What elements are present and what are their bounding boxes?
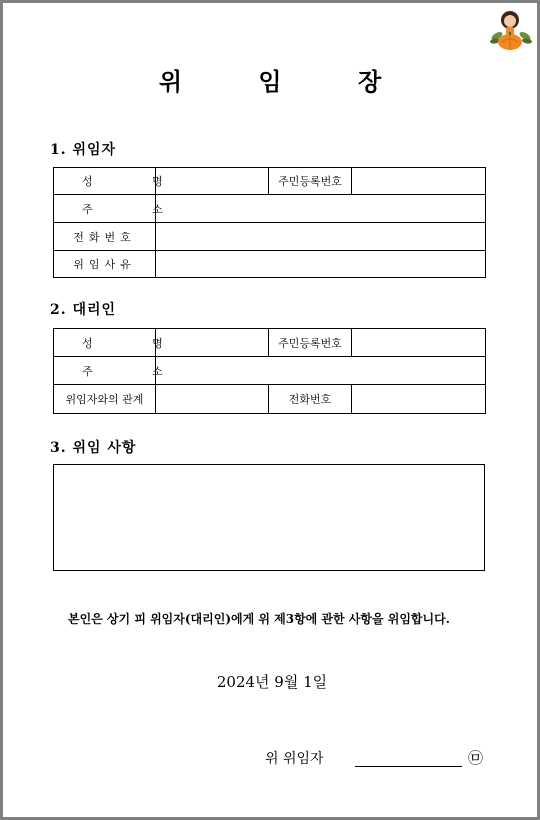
delegator-name-label: 성 명 (54, 168, 156, 195)
section-heading-delegator: 1. 위임자 (50, 142, 117, 158)
agent-table (53, 328, 486, 414)
document-title: 위 임 장 (158, 67, 416, 96)
delegator-reason-field[interactable] (156, 251, 486, 278)
delegator-address-label: 주 소 (54, 195, 156, 223)
seal-mark: ㉤ (468, 749, 484, 767)
agent-phone-label: 전화번호 (269, 385, 352, 414)
agent-address-field[interactable] (156, 357, 486, 385)
agent-address-label: 주 소 (54, 357, 156, 385)
agent-id-field[interactable] (352, 329, 486, 357)
agent-relation-label: 위임자와의 관계 (54, 385, 156, 414)
delegator-phone-field[interactable] (156, 223, 486, 251)
delegator-table (53, 167, 486, 278)
section-heading-delegated-matters: 3. 위임 사항 (50, 440, 137, 456)
agent-phone-field[interactable] (352, 385, 486, 414)
document-date: 2024년 9월 1일 (216, 673, 328, 691)
delegation-statement: 본인은 상기 피 위임자(대리인)에게 위 제3항에 관한 사항을 위임합니다. (68, 612, 450, 626)
delegated-matters-field[interactable] (53, 464, 485, 571)
signature-line[interactable] (355, 766, 462, 767)
delegator-reason-label: 위임사유 (54, 251, 156, 278)
agent-name-label: 성 명 (54, 329, 156, 357)
agent-id-label: 주민등록번호 (269, 329, 352, 357)
section-heading-agent: 2. 대리인 (50, 302, 117, 318)
delegator-id-field[interactable] (352, 168, 486, 195)
delegator-phone-label: 전화번호 (54, 223, 156, 251)
delegator-address-field[interactable] (156, 195, 486, 223)
delegator-id-label: 주민등록번호 (269, 168, 352, 195)
signature-label: 위 위임자 (265, 751, 324, 767)
woman-with-pumpkin-icon (487, 6, 533, 52)
agent-relation-field[interactable] (156, 385, 269, 414)
